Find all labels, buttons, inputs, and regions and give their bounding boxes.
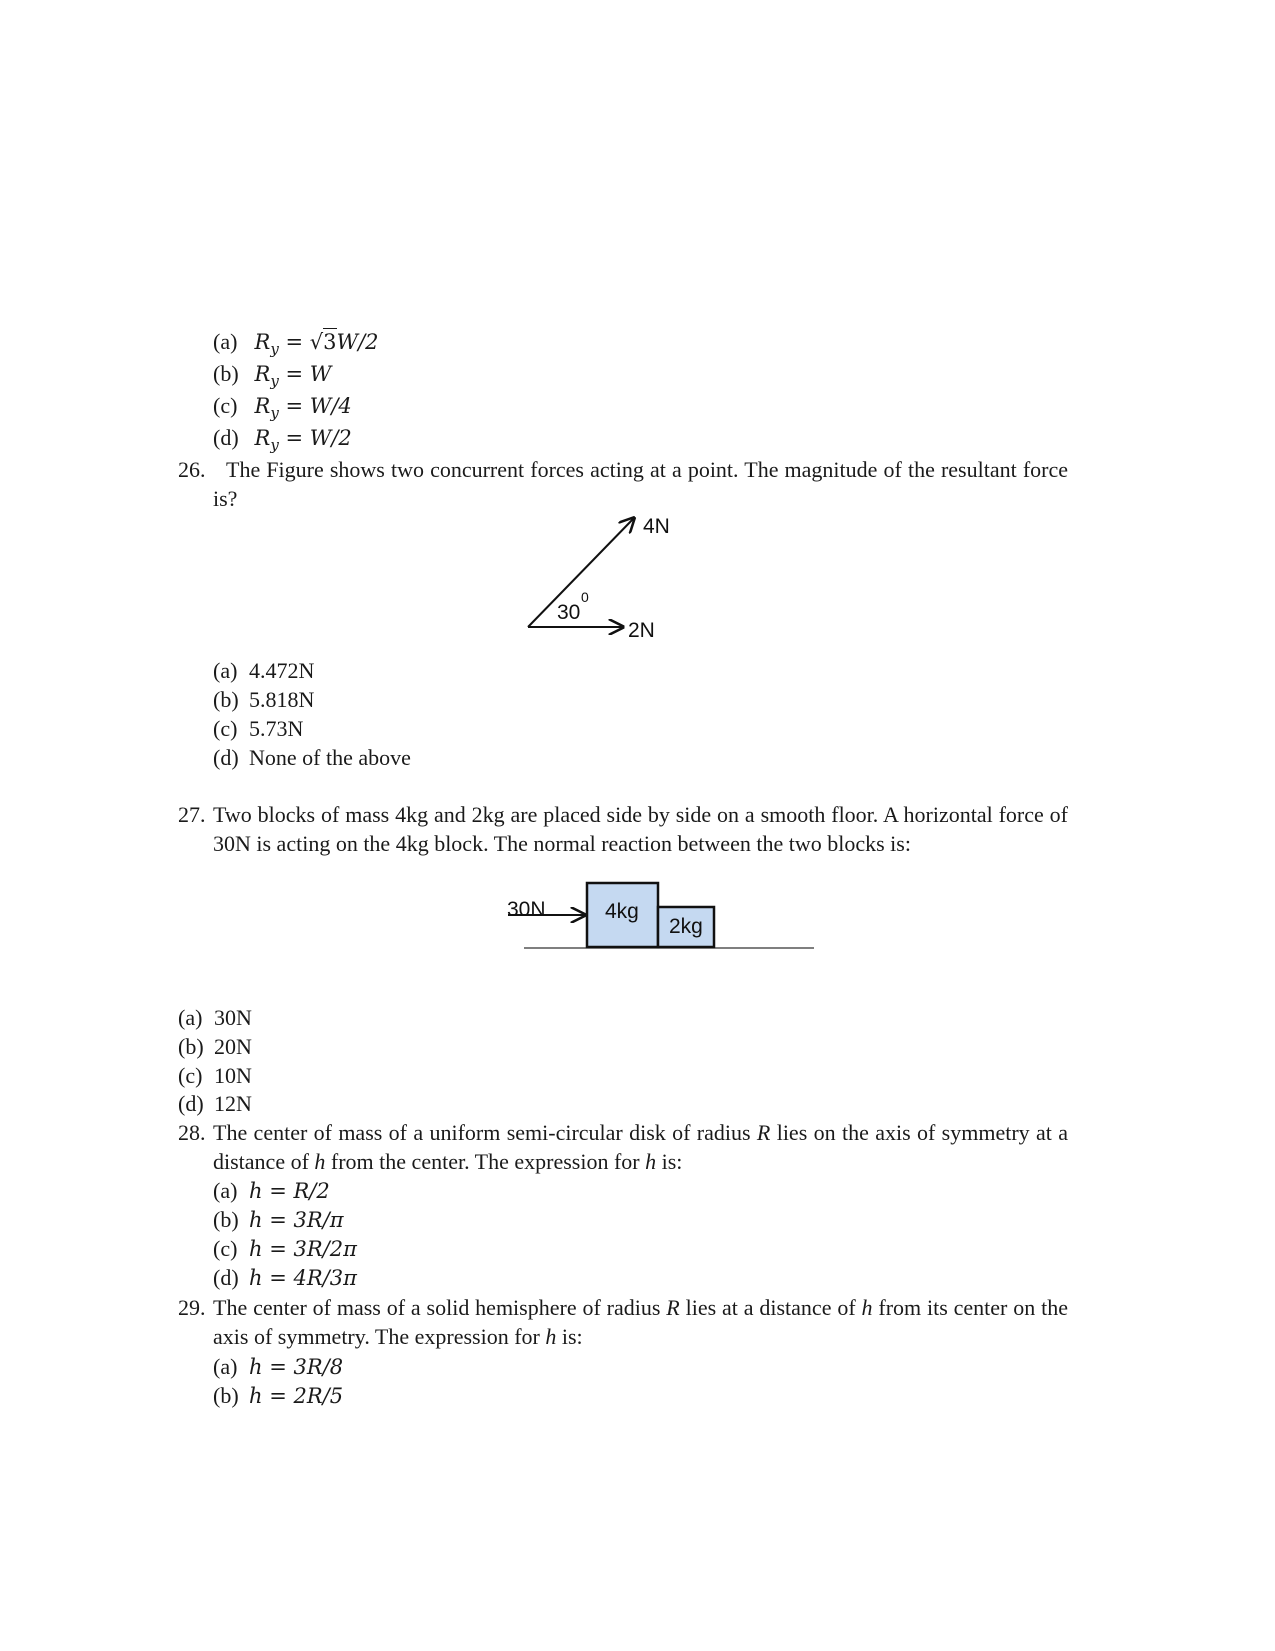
q28-text-line1: The center of mass of a uniform semi-circular disk of radius R lies on the axis of symmetry at a — [213, 1120, 1068, 1145]
q27-option-c — [178, 1061, 252, 1091]
option-label: (d) — [213, 745, 239, 770]
q26-text-line1: The Figure shows two concurrent forces acting at a point. The magnitude of the resultant force — [226, 457, 1068, 482]
option-expression: $R_y = W/4$ — [254, 394, 352, 422]
q26-text-line2: is? — [213, 486, 238, 511]
option-expression: $R_y = W$ — [254, 362, 332, 390]
q28-option-a — [213, 1176, 330, 1206]
q27-text-line2: 30N is acting on the 4kg block. The normal reaction between the two blocks is: — [213, 831, 911, 856]
force-4n-arrow — [528, 518, 634, 627]
option-label: (a) — [213, 1178, 238, 1203]
q27-option-b — [178, 1032, 252, 1062]
option-label: (a) — [178, 1005, 203, 1030]
option-expression: h = 3R/8 — [249, 1355, 344, 1379]
q28-option-c — [213, 1234, 357, 1264]
option-text: 20N — [214, 1034, 252, 1059]
block-2kg-label: 2kg — [669, 915, 703, 938]
option-label: (d) — [213, 425, 239, 450]
option-text: 10N — [214, 1063, 252, 1088]
option-label: (a) — [213, 329, 238, 354]
option-expression: $R_y = √3W/2$ — [254, 330, 379, 358]
option-label: (d) — [213, 1265, 239, 1290]
q27-blocks-figure — [500, 875, 820, 955]
force-2n-label: 2N — [628, 619, 655, 642]
q29-option-b — [213, 1381, 343, 1411]
angle-label: 30 — [557, 601, 581, 624]
option-label: (a) — [213, 658, 238, 683]
q29-option-a — [213, 1352, 343, 1382]
option-text: None of the above — [249, 745, 411, 770]
option-expression: h = 3R/2π — [249, 1237, 357, 1261]
option-text: 12N — [214, 1091, 252, 1116]
option-text: 5.73N — [249, 716, 304, 741]
option-label: (b) — [213, 687, 239, 712]
q26-option-b — [213, 685, 314, 715]
option-expression: h = R/2 — [249, 1179, 330, 1203]
option-expression: h = 2R/5 — [249, 1384, 344, 1408]
q27-number: 27. — [178, 802, 206, 827]
force-30n-label: 30N — [507, 898, 546, 921]
q28-text-line2: distance of h from the center. The expression for h is: — [213, 1149, 683, 1174]
angle-degree-label: 0 — [581, 589, 589, 605]
option-text: 4.472N — [249, 658, 315, 683]
option-expression: $R_y = W/2$ — [254, 426, 352, 454]
q29-number: 29. — [178, 1295, 206, 1320]
option-expression: h = 4R/3π — [249, 1266, 357, 1290]
option-label: (b) — [178, 1034, 204, 1059]
q26-force-figure — [500, 505, 700, 650]
option-label: (a) — [213, 1354, 238, 1379]
q26-option-a — [213, 656, 314, 686]
q26-option-d — [213, 743, 411, 773]
force-4n-label: 4N — [643, 515, 670, 538]
option-label: (b) — [213, 1207, 239, 1232]
q26-number: 26. — [178, 457, 206, 482]
option-expression: h = 3R/π — [249, 1208, 344, 1232]
block-4kg-label: 4kg — [605, 900, 639, 923]
option-label: (c) — [178, 1063, 203, 1088]
option-label: (d) — [178, 1091, 204, 1116]
q27-option-d — [178, 1089, 252, 1119]
q29-text-line1: The center of mass of a solid hemisphere of radius R lies at a distance of h from its center on the — [213, 1295, 1068, 1320]
option-text: 30N — [214, 1005, 252, 1030]
option-label: (b) — [213, 1383, 239, 1408]
q27-option-a — [178, 1003, 252, 1033]
option-label: (c) — [213, 393, 238, 418]
q27-text-line1: Two blocks of mass 4kg and 2kg are placed side by side on a smooth floor. A horizontal force of — [213, 802, 1068, 827]
option-label: (c) — [213, 1236, 238, 1261]
q28-option-b — [213, 1205, 344, 1235]
option-label: (b) — [213, 361, 239, 386]
q28-option-d — [213, 1263, 357, 1293]
option-text: 5.818N — [249, 687, 315, 712]
option-label: (c) — [213, 716, 238, 741]
q29-text-line2: axis of symmetry. The expression for h is: — [213, 1324, 583, 1349]
q28-number: 28. — [178, 1120, 206, 1145]
q26-option-c — [213, 714, 303, 744]
